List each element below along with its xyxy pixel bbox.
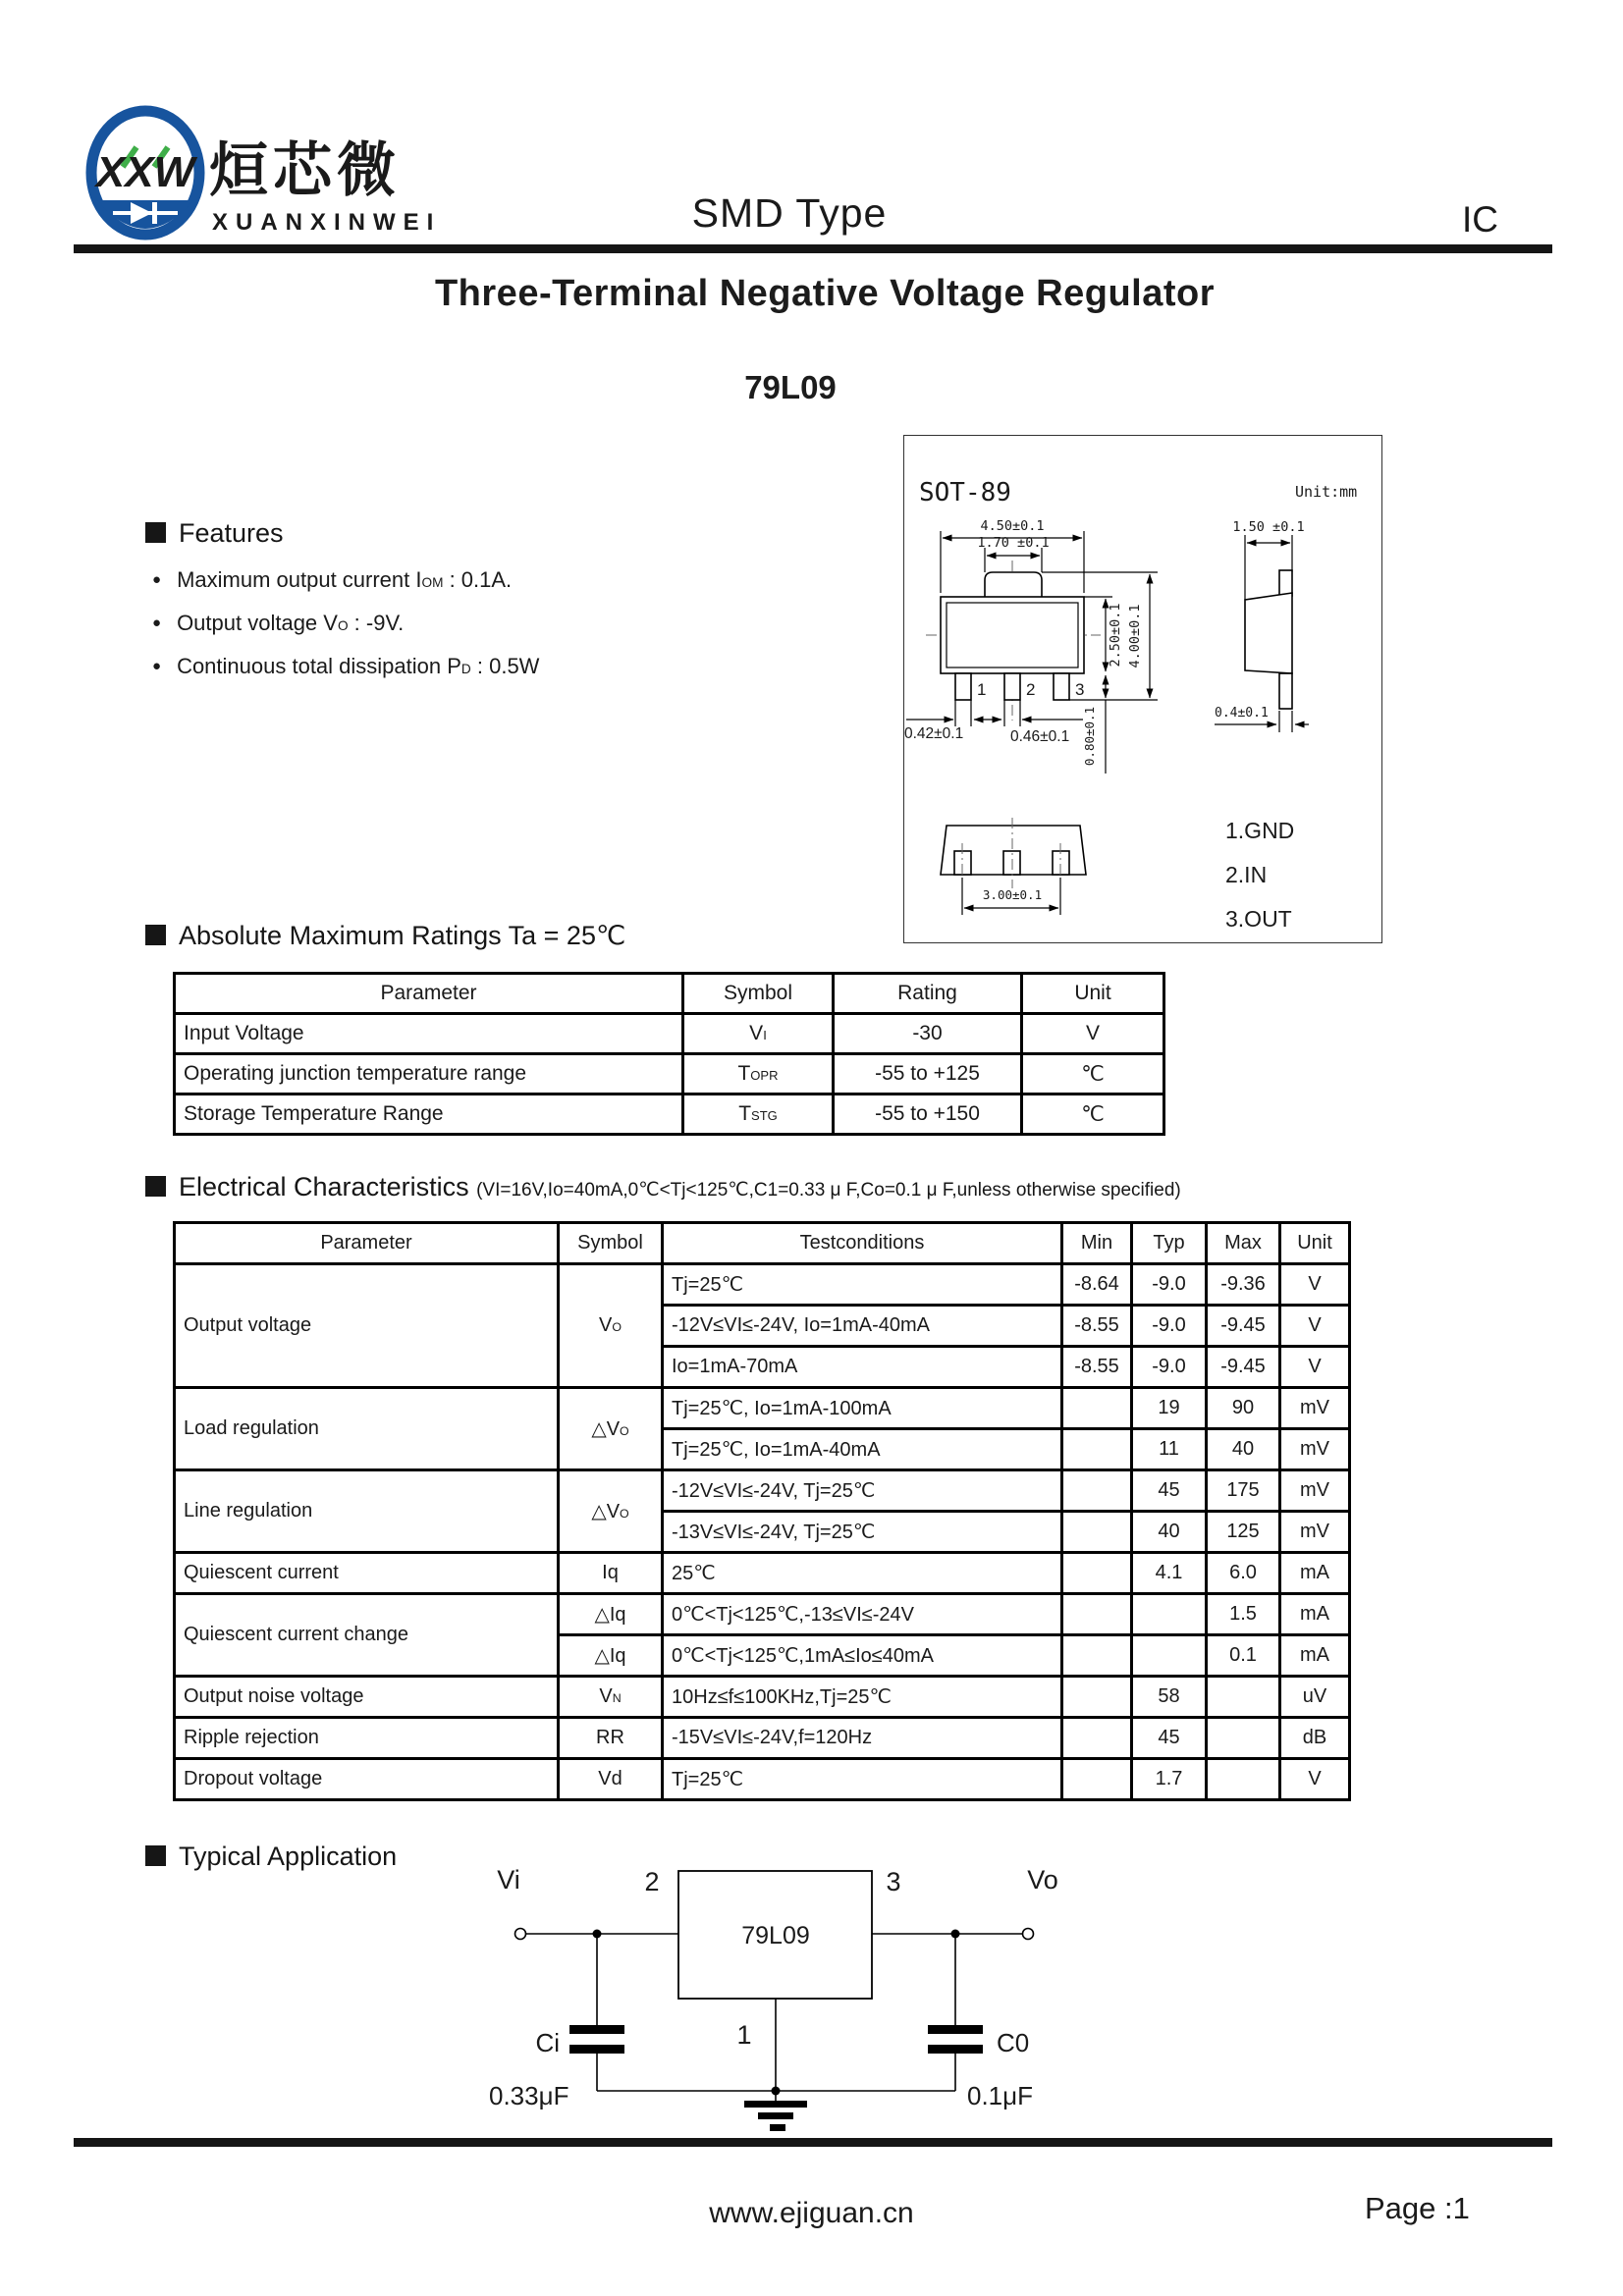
pin1-label: 1 (736, 2020, 752, 2050)
capacitor-plate (928, 2025, 983, 2034)
part-number: 79L09 (744, 369, 837, 405)
dim-tab-width: 1.70 ±0.1 (977, 535, 1050, 551)
side-body (1245, 593, 1292, 673)
dim-pin-width: 0.42±0.1 (904, 725, 964, 742)
package-name: SOT-89 (919, 478, 1011, 507)
side-tab (1279, 570, 1292, 596)
capacitor-plate (928, 2045, 983, 2054)
pin2-label: 2 (644, 1867, 660, 1896)
section-square-icon (145, 925, 166, 945)
table-row: Operating junction temperature range TOPR -55 to +125 ℃ (175, 1054, 1164, 1095)
section-square-icon (145, 1845, 166, 1866)
col-unit: Unit (1022, 974, 1164, 1014)
section-square-icon (145, 1176, 166, 1197)
dim-body-height: 2.50±0.1 (1108, 603, 1123, 667)
table-row: Output noise voltage VN 10Hz≤f≤100KHz,Tj=25℃ 58 uV (175, 1677, 1350, 1718)
page-title: Three-Terminal Negative Voltage Regulator (434, 273, 1216, 314)
smd-type-label: SMD Type (691, 190, 888, 236)
ground-icon (770, 2124, 785, 2131)
ci-value: 0.33μF (489, 2081, 569, 2110)
table-row: Dropout voltage Vd Tj=25℃ 1.7 V (175, 1759, 1350, 1800)
header-rule (74, 244, 1552, 253)
dim-bottom-pitch: 3.00±0.1 (982, 887, 1043, 902)
typical-application-heading: Typical Application (145, 1842, 397, 1872)
section-square-icon (145, 522, 166, 543)
pin-name-in: 2.IN (1225, 862, 1268, 887)
feature-item: ● Continuous total dissipation PD : 0.5W (152, 654, 540, 678)
col-symbol: Symbol (683, 974, 834, 1014)
ec-heading: Electrical Characteristics (VI=16V,Io=40mA,0℃<Tj<125℃,C1=0.33 μ F,Co=0.1 μ F,unless otherwise specified) (145, 1172, 1181, 1202)
footer-rule (74, 2138, 1552, 2147)
ground-icon (758, 2112, 793, 2119)
brand-en: XUANXINWEI (212, 209, 442, 236)
table-row: Quiescent current change △Iq 0℃<Tj<125℃,-13≤VI≤-24V 1.5 mA (175, 1594, 1350, 1635)
chip-label: 79L09 (741, 1922, 810, 1949)
logo-letters: XXW (95, 148, 195, 196)
dim-pin-height: 0.80±0.1 (1082, 706, 1097, 767)
pin-number: 1 (977, 680, 987, 699)
footer-page-number: Page :1 (1365, 2191, 1470, 2225)
bullet-icon: ● (152, 614, 162, 631)
junction-dot (772, 2087, 781, 2096)
table-row: Line regulation △VO -12V≤VI≤-24V, Tj=25℃ 45 175 mV (175, 1470, 1350, 1512)
table-row: -12V≤VI≤-24V, Io=1mA-40mA -8.55 -9.0 -9.45 V (175, 1306, 1350, 1347)
table-row: Io=1mA-70mA -8.55 -9.0 -9.45 V (175, 1347, 1350, 1388)
capacitor-plate (569, 2025, 624, 2034)
feature-item: ● Output voltage VO : -9V. (152, 611, 405, 635)
ground-icon (744, 2101, 807, 2108)
dim-body-width: 4.50±0.1 (980, 518, 1045, 534)
dim-side-width: 1.50 ±0.1 (1232, 519, 1305, 535)
package-tab (985, 572, 1042, 597)
diode-bar-icon (152, 202, 157, 224)
absolute-maximum-ratings-table (173, 972, 1165, 1136)
table-row: Ripple rejection RR -15V≤VI≤-24V,f=120Hz 45 dB (175, 1718, 1350, 1759)
pin-2 (1004, 673, 1020, 700)
pin-3 (1054, 673, 1069, 700)
pin-name-out: 3.OUT (1225, 906, 1292, 932)
input-terminal (515, 1929, 526, 1940)
bullet-icon: ● (152, 658, 162, 674)
col-rating: Rating (834, 974, 1022, 1014)
features-heading: Features (145, 518, 284, 549)
table-row: -13V≤VI≤-24V, Tj=25℃ 40 125 mV (175, 1512, 1350, 1553)
table-row: Output voltage VO Tj=25℃ -8.64 -9.0 -9.36 V (175, 1264, 1350, 1306)
ec-test-condition: (VI=16V,Io=40mA,0℃<Tj<125℃,C1=0.33 μ F,Co=0.1 μ F,unless otherwise specified) (476, 1180, 1181, 1201)
vi-label: Vi (497, 1865, 520, 1895)
table-row: Tj=25℃, Io=1mA-40mA 11 40 mV (175, 1429, 1350, 1470)
amr-heading: Absolute Maximum Ratings Ta = 25℃ (145, 921, 625, 951)
table-header-row (175, 974, 1164, 1014)
table-header-row: Parameter Symbol Testconditions Min Typ Max Unit (175, 1223, 1350, 1264)
capacitor-plate (569, 2045, 624, 2054)
dim-pin-thickness: 0.4±0.1 (1215, 706, 1269, 721)
vo-label: Vo (1027, 1865, 1058, 1895)
ic-category-label: IC (1462, 199, 1498, 240)
company-logo (83, 98, 496, 253)
table-row: Quiescent current Iq 25℃ 4.1 6.0 mA (175, 1553, 1350, 1594)
co-label: C0 (997, 2028, 1030, 2057)
table-row: △Iq 0℃<Tj<125℃,1mA≤Io≤40mA 0.1 mA (175, 1635, 1350, 1677)
table-row: Storage Temperature Range TSTG -55 to +150 ℃ (175, 1095, 1164, 1135)
footer-website: www.ejiguan.cn (709, 2197, 914, 2229)
typical-application-circuit (432, 1857, 1119, 2152)
pin3-label: 3 (886, 1867, 901, 1896)
table-row: Load regulation △VO Tj=25℃, Io=1mA-100mA 19 90 mV (175, 1388, 1350, 1429)
pin-number: 3 (1075, 680, 1085, 699)
electrical-characteristics-table (173, 1221, 1351, 1801)
brand-cn: 烜芯微 (209, 137, 401, 203)
bullet-icon: ● (152, 571, 162, 588)
pin-1 (955, 673, 971, 700)
ci-label: Ci (535, 2028, 560, 2057)
dim-overall-height: 4.00±0.1 (1127, 604, 1143, 668)
side-pin (1279, 673, 1292, 709)
output-terminal (1023, 1929, 1034, 1940)
package-body (941, 597, 1084, 673)
pin-name-gnd: 1.GND (1225, 818, 1295, 843)
dim-pin-gap: 0.46±0.1 (1010, 728, 1070, 745)
pin-number: 2 (1026, 680, 1036, 699)
col-parameter: Parameter (175, 974, 683, 1014)
feature-item: ● Maximum output current IOM : 0.1A. (152, 567, 513, 592)
co-value: 0.1μF (967, 2081, 1034, 2110)
unit-label: Unit:mm (1295, 483, 1358, 501)
package-outline-diagram (903, 435, 1382, 943)
table-row: Input Voltage VI -30 V (175, 1014, 1164, 1054)
